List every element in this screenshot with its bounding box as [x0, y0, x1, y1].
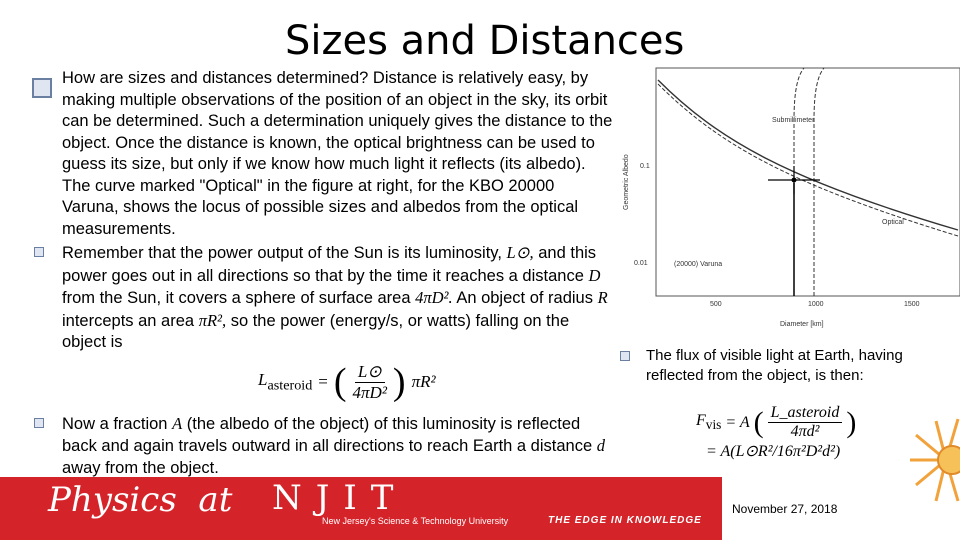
bullet-1-text: How are sizes and distances determined? Distance is relatively easy, by making multiple observations of the position of an object in the sky, its orbit can be determined. Such a determination uniquely gives the distance to the object. Once the distance is known, the optical brightness can be used to guess its size, but only if we know how much light it reflects (its albedo). The curve marked "Optical" in the figure at right, for the KBO 20000 Varuna, shows the locus of possible sizes and albedos from the optical measurements.	[62, 69, 613, 238]
bullet-2	[34, 242, 614, 354]
chart-xlabel: Diameter [km]	[780, 321, 824, 328]
logo-njit: NJIT	[272, 478, 408, 518]
eq-rhs: πR²	[411, 372, 436, 391]
bullet-icon	[34, 247, 44, 257]
chart-ytick-1: 0.1	[640, 163, 650, 170]
symbol-A: A	[172, 413, 183, 433]
symbol-lsun: L⊙,	[506, 243, 534, 262]
symbol-D: D	[588, 265, 601, 285]
flux-numerator: L_asteroid	[768, 404, 843, 423]
eq-lhs-sub: asteroid	[267, 377, 313, 394]
slide-title: Sizes and Distances	[285, 18, 685, 64]
symbol-d: d	[596, 436, 605, 455]
bullet-2-text-b: and this power goes out in all directions so that by the time it reaches a distance	[62, 244, 597, 285]
data-point	[792, 178, 797, 183]
sun-icon	[906, 415, 960, 505]
bullet-icon	[34, 418, 44, 428]
flux-lhs-sub: vis	[705, 417, 722, 433]
flux-line2: = A(L⊙R²/16π²D²d²)	[706, 443, 841, 460]
bullet-2-text-a: Remember that the power output of the Sun is its luminosity,	[62, 244, 502, 262]
label-optical: Optical	[882, 219, 904, 226]
symbol-piR2: πR²,	[198, 310, 227, 330]
flux-lhs: F	[696, 411, 706, 429]
bullet-3-text-b: (the albedo of the object) of this luminosity is reflected back and again travels outward in all directions to reach Earth a distance	[62, 414, 593, 455]
chart-xtick-2: 1000	[808, 301, 824, 308]
eq-lhs: L	[258, 369, 268, 389]
bullet-3-text-c: away from the object.	[62, 458, 219, 477]
njit-tagline: New Jersey's Science & Technology University	[322, 516, 509, 526]
bullet-icon	[620, 351, 630, 361]
bullet-2-text-d: An object of radius	[456, 289, 593, 307]
logo-physics	[48, 480, 232, 520]
logo-physics-word: Physics	[48, 480, 177, 520]
flux-bullet-text: The flux of visible light at Earth, having reflected from the object, is then:	[646, 347, 903, 384]
symbol-R: R	[597, 288, 608, 307]
bullet-3-text-a: Now a fraction	[62, 414, 168, 433]
bullet-2-text-e: intercepts an area	[62, 311, 195, 330]
equation-asteroid: $L_{asteroid}$ = ( $\frac{L⊙}{\text{4πD²}}$ ) πR²	[258, 361, 436, 403]
bullet-1	[34, 68, 614, 240]
chart-xtick-3: 1500	[904, 301, 920, 308]
chart-ylabel: Geometric Albedo	[623, 154, 630, 210]
equation-flux: $F_{vis}$ = A ( $\frac{\text{L\_asteroid}}{\text{4πd²}}$ ) = A(L⊙R²/16π²D²d²)	[696, 404, 857, 460]
eq-denominator: 4πD²	[352, 382, 387, 402]
flux-eq: = A	[725, 413, 750, 431]
flux-bullet	[620, 346, 936, 386]
edge-tagline: THE EDGE IN KNOWLEDGE	[548, 515, 702, 526]
flux-denominator: 4πd²	[790, 423, 820, 440]
bullet-list	[34, 68, 614, 479]
logo-at-word: at	[198, 480, 233, 520]
label-submillimeter: Submillimeter	[772, 117, 815, 124]
bullet-2-text-c: from the Sun, it covers a sphere of surface area	[62, 289, 411, 307]
eq-fraction	[353, 362, 387, 403]
bullet-2-text-f: so the power (energy/s, or watts) falling on the object is	[62, 311, 570, 351]
chart-xtick-1: 500	[710, 301, 722, 308]
label-object: (20000) Varuna	[674, 261, 723, 268]
bullet-3	[34, 413, 614, 480]
eq-numerator: L⊙	[355, 362, 385, 383]
flux-fraction	[768, 404, 843, 441]
bullet-icon	[32, 78, 52, 98]
albedo-diameter-figure	[618, 60, 960, 340]
eq-sign: =	[318, 372, 328, 391]
slide-date: November 27, 2018	[732, 502, 838, 516]
chart-ytick-2: 0.01	[634, 260, 648, 267]
symbol-area: 4πD².	[415, 288, 453, 307]
